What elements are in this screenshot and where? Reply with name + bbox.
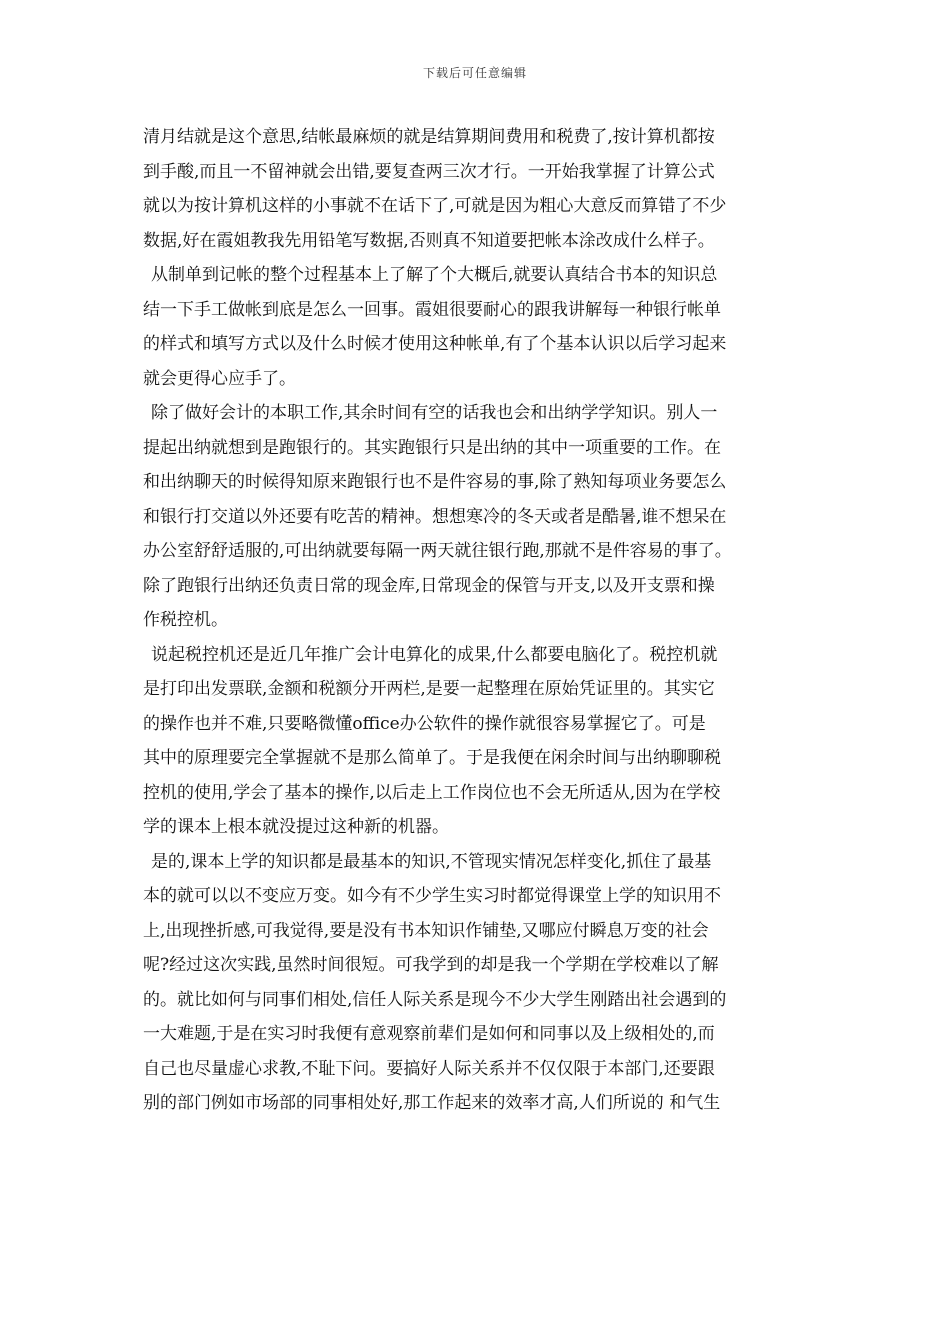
text-line: 控机的使用,学会了基本的操作,以后走上工作岗位也不会无所适从,因为在学校 <box>143 782 721 803</box>
text-line: 就会更得心应手了。 <box>143 368 296 389</box>
text-line: 和出纳聊天的时候得知原来跑银行也不是件容易的事,除了熟知每项业务要怎么 <box>143 472 727 492</box>
text-line: 是打印出发票联,金额和税额分开两栏,是要一起整理在原始凭证里的。其实它 <box>143 679 715 699</box>
text-line: 的。就比如何与同事们相处,信任人际关系是现今不少大学生刚踏出社会遇到的 <box>143 989 727 1010</box>
text-line: 结一下手工做帐到底是怎么一回事。霞姐很要耐心的跟我讲解每一种银行帐单 <box>143 299 721 320</box>
text-line: 一大难题,于是在实习时我便有意观察前辈们是如何和同事以及上级相处的,而 <box>143 1024 715 1044</box>
text-line: 就以为按计算机这样的小事就不在话下了,可就是因为粗心大意反而算错了不少 <box>143 196 727 216</box>
text-line: 上,出现挫折感,可我觉得,要是没有书本知识作铺垫,又哪应付瞬息万变的社会 <box>143 920 709 941</box>
text-line: 的操作也并不难,只要略微懂office办公软件的操作就很容易掌握它了。可是 <box>143 713 706 734</box>
text-line: 本的就可以以不变应万变。如今有不少学生实习时都觉得课堂上学的知识用不 <box>143 886 721 906</box>
text-line: 别的部门例如市场部的同事相处好,那工作起来的效率才高,人们所说的 和气生 <box>143 1093 721 1113</box>
text-line: 自己也尽量虚心求教,不耻下问。要搞好人际关系并不仅仅限于本部门,还要跟 <box>143 1058 715 1079</box>
text-line: 和银行打交道以外还要有吃苦的精神。想想寒冷的冬天或者是酷暑,谁不想呆在 <box>143 506 727 527</box>
text-line: 提起出纳就想到是跑银行的。其实跑银行只是出纳的其中一项重要的工作。在 <box>143 437 721 458</box>
page-header: 下载后可任意编辑 <box>422 66 527 80</box>
text-line: 除了做好会计的本职工作,其余时间有空的话我也会和出纳学学知识。别人一 <box>151 403 718 423</box>
text-line: 的样式和填写方式以及什么时候才使用这种帐单,有了个基本认识以后学习起来 <box>143 334 727 354</box>
text-line: 从制单到记帐的整个过程基本上了解了个大概后,就要认真结合书本的知识总 <box>151 265 718 285</box>
text-line: 作税控机。 <box>143 610 228 630</box>
text-line: 学的课本上根本就没提过这种新的机器。 <box>143 817 449 837</box>
text-line: 其中的原理要完全掌握就不是那么简单了。于是我便在闲余时间与出纳聊聊税 <box>143 748 721 768</box>
body-text <box>143 120 811 1121</box>
text-line: 数据,好在霞姐教我先用铅笔写数据,否则真不知道要把帐本涂改成什么样子。 <box>143 230 715 251</box>
text-line: 呢?经过这次实践,虽然时间很短。可我学到的却是我一个学期在学校难以了解 <box>143 955 719 975</box>
text-line: 清月结就是这个意思,结帐最麻烦的就是结算期间费用和税费了,按计算机都按 <box>143 127 715 147</box>
text-line: 办公室舒舒适服的,可出纳就要每隔一两天就往银行跑,那就不是件容易的事了。 <box>143 541 732 561</box>
text-line: 除了跑银行出纳还负责日常的现金库,日常现金的保管与开支,以及开支票和操 <box>143 575 715 596</box>
text-line: 到手酸,而且一不留神就会出错,要复查两三次才行。一开始我掌握了计算公式 <box>143 161 715 182</box>
text-line: 是的,课本上学的知识都是最基本的知识,不管现实情况怎样变化,抓住了最基 <box>151 851 712 872</box>
text-line: 说起税控机还是近几年推广会计电算化的成果,什么都要电脑化了。税控机就 <box>151 644 718 665</box>
